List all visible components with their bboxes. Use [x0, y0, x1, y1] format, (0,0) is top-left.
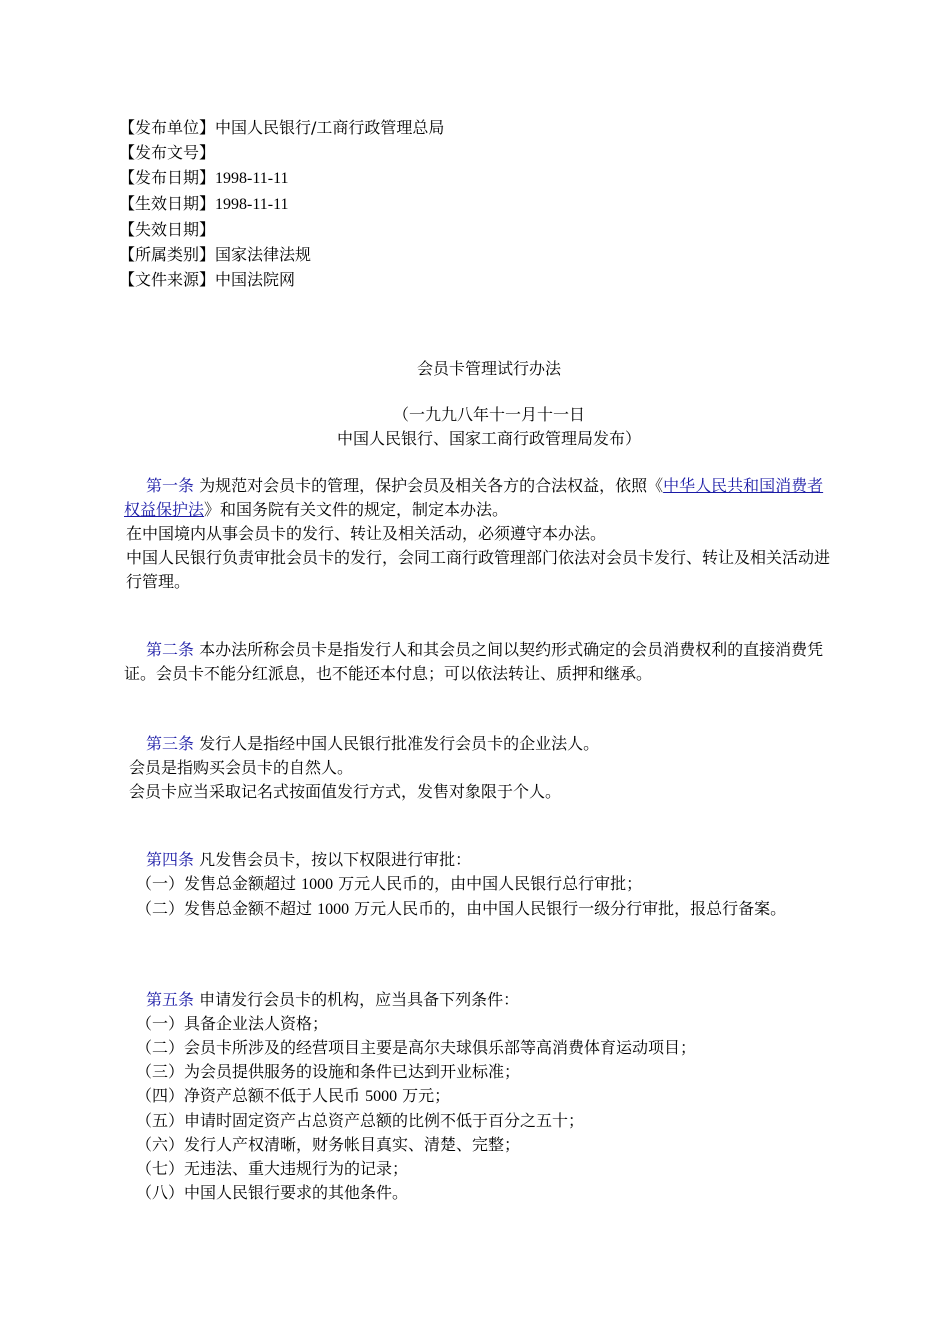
meta-expiry-date — [119, 217, 444, 242]
article-2-text: 本办法所称会员卡是指发行人和其会员之间以契约形式确定的会员消费权利的直接消费凭证。会员卡不能分红派息，也不能还本付息；可以依法转让、质押和继承。 — [124, 640, 824, 683]
article-4-item-2 — [124, 897, 834, 922]
article-3-label[interactable]: 第三条 — [146, 734, 195, 753]
meta-issue-date — [119, 165, 444, 191]
meta-category-label: 【所属类别】 — [119, 245, 216, 264]
subtitle-date: （一九九八年十一月十一日 — [392, 405, 585, 424]
document-metadata — [119, 115, 444, 292]
article-4-item-2-a: （二）发售总金额不超过 — [136, 899, 318, 918]
document-title: 会员卡管理试行办法 — [416, 359, 561, 378]
article-1-text-cont: 》和国务院有关文件的规定，制定本办法。 — [204, 500, 509, 519]
meta-category — [119, 242, 444, 267]
article-5-text: 申请发行会员卡的机构，应当具备下列条件： — [194, 990, 520, 1009]
article-3 — [124, 732, 834, 804]
article-5-item-4 — [124, 1084, 834, 1109]
article-1-paragraph-3: 中国人民银行负责审批会员卡的发行，会同工商行政管理部门依法对会员卡发行、转让及相关活动进行管理。 — [126, 548, 831, 591]
article-4-text: 凡发售会员卡，按以下权限进行审批： — [194, 850, 472, 869]
meta-effective-date — [119, 191, 444, 217]
article-4-item-1-amount: 1000 — [301, 876, 334, 893]
article-5-item-3: （三）为会员提供服务的设施和条件已达到开业标准； — [136, 1062, 521, 1081]
article-5-item-8: （八）中国人民银行要求的其他条件。 — [136, 1183, 409, 1202]
article-3-paragraph — [124, 732, 834, 756]
article-3-paragraph-2: 会员是指购买会员卡的自然人。 — [129, 758, 354, 777]
article-5-item-1: （一）具备企业法人资格； — [136, 1014, 329, 1033]
meta-source-label: 【文件来源】 — [119, 270, 216, 289]
article-5-item-2: （二）会员卡所涉及的经营项目主要是高尔夫球俱乐部等高消费体育运动项目； — [136, 1038, 697, 1057]
meta-issuer-value: 中国人民银行/工商行政管理总局 — [215, 118, 445, 137]
article-4-item-2-b: 万元人民币的，由中国人民银行一级分行审批，报总行备案。 — [349, 899, 787, 918]
meta-doc-no — [119, 140, 444, 165]
article-4-label[interactable]: 第四条 — [146, 850, 195, 869]
article-3-text: 发行人是指经中国人民银行批准发行会员卡的企业法人。 — [194, 734, 600, 753]
article-5-paragraph — [124, 988, 834, 1012]
meta-issue-date-label: 【发布日期】 — [119, 168, 216, 187]
meta-doc-no-label: 【发布文号】 — [119, 143, 216, 162]
article-5 — [124, 988, 834, 1205]
article-1-text: 为规范对会员卡的管理，保护会员及相关各方的合法权益，依照《 — [194, 476, 664, 495]
article-5-item-4-b: 万元； — [397, 1086, 451, 1105]
article-5-item-5: （五）申请时固定资产占总资产总额的比例不低于百分之五十； — [136, 1111, 585, 1130]
article-1-paragraph — [124, 474, 834, 522]
article-5-label[interactable]: 第五条 — [146, 990, 195, 1009]
article-1 — [124, 474, 834, 594]
meta-category-value: 国家法律法规 — [215, 245, 312, 264]
article-4 — [124, 848, 834, 922]
article-1-label[interactable]: 第一条 — [146, 476, 195, 495]
meta-expiry-date-label: 【失效日期】 — [119, 220, 216, 239]
consumer-protection-law-link[interactable]: 中华人民共和国消费者权益保护法 — [124, 476, 824, 519]
article-2-label[interactable]: 第二条 — [146, 640, 195, 659]
article-5-item-7: （七）无违法、重大违规行为的记录； — [136, 1159, 409, 1178]
article-5-item-4-a: （四）净资产总额不低于人民币 — [136, 1086, 366, 1105]
meta-effective-date-value: 1998-11-11 — [215, 196, 289, 213]
article-5-item-6: （六）发行人产权清晰，财务帐目真实、清楚、完整； — [136, 1135, 521, 1154]
article-2-paragraph — [124, 638, 834, 686]
meta-source-value: 中国法院网 — [215, 270, 296, 289]
article-4-item-1-a: （一）发售总金额超过 — [136, 874, 302, 893]
article-2 — [124, 638, 834, 686]
subtitle-issuers: 中国人民银行、国家工商行政管理局发布） — [336, 429, 641, 448]
article-1-paragraph-2: 在中国境内从事会员卡的发行、转让及相关活动，必须遵守本办法。 — [126, 524, 607, 543]
article-4-item-1 — [124, 872, 834, 897]
meta-issuer — [119, 115, 444, 140]
article-5-item-4-amount: 5000 — [365, 1088, 398, 1105]
meta-issuer-label: 【发布单位】 — [119, 118, 216, 137]
article-3-paragraph-3: 会员卡应当采取记名式按面值发行方式，发售对象限于个人。 — [129, 782, 562, 801]
meta-issue-date-value: 1998-11-11 — [215, 170, 289, 187]
meta-source — [119, 267, 444, 292]
article-4-item-1-b: 万元人民币的，由中国人民银行总行审批； — [333, 874, 643, 893]
article-4-item-2-amount: 1000 — [317, 901, 350, 918]
document-subtitle — [14, 403, 950, 451]
article-4-paragraph — [124, 848, 834, 872]
meta-effective-date-label: 【生效日期】 — [119, 194, 216, 213]
